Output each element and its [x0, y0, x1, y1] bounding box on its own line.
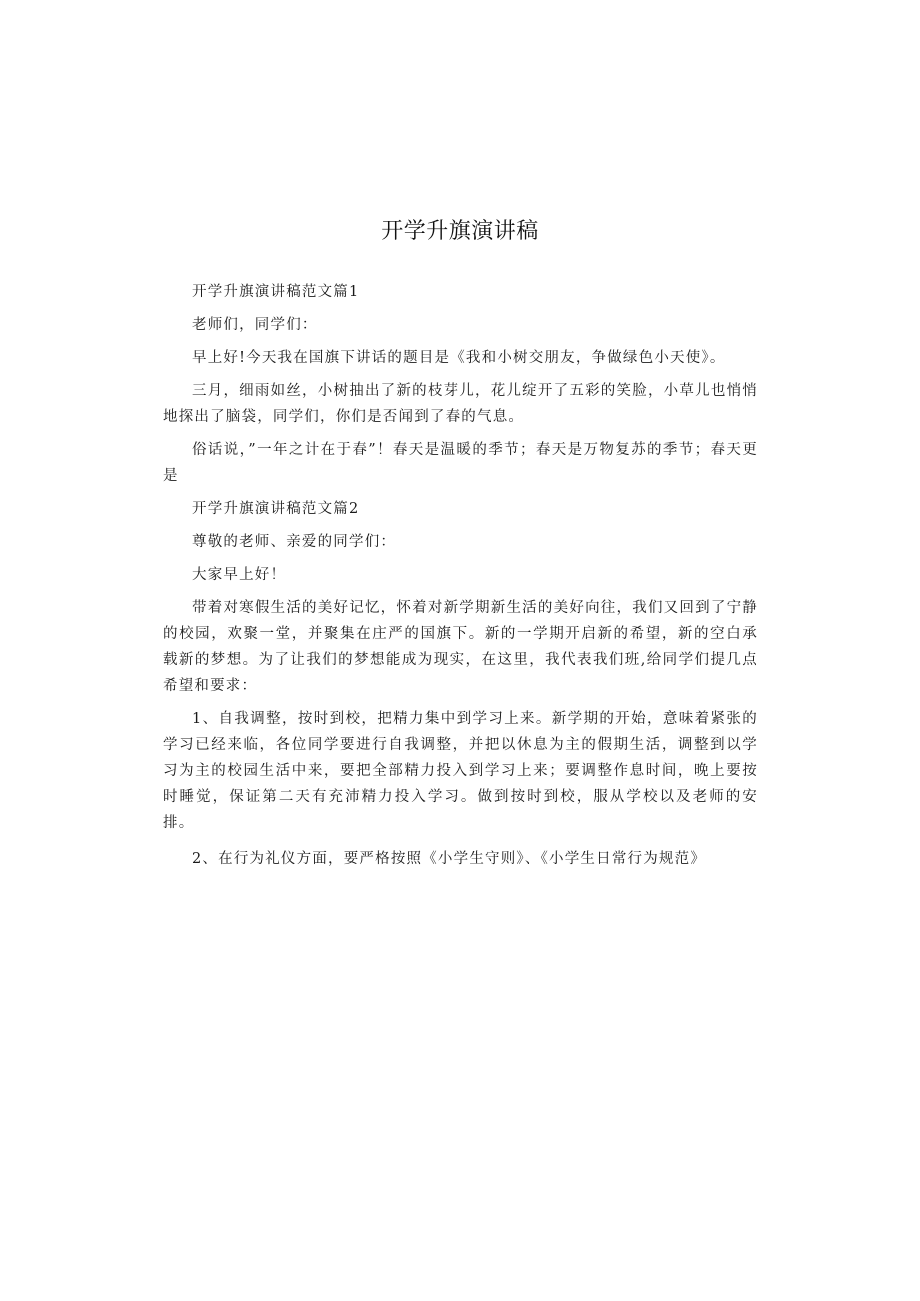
- paragraph-proverb: 俗话说，”一年之计在于春”！春天是温暖的季节；春天是万物复苏的季节；春天更是: [163, 442, 758, 484]
- paragraph-greeting-2: 大家早上好！: [192, 567, 287, 583]
- paragraph-greeting-1: 早上好!今天我在国旗下讲话的题目是《我和小树交朋友，争做绿色小天使》。: [192, 350, 726, 366]
- section-heading-2: 开学升旗演讲稿范文篇2: [192, 501, 360, 517]
- document-title: 开学升旗演讲稿: [381, 219, 539, 244]
- paragraph-salutation-1: 老师们，同学们：: [192, 317, 318, 333]
- paragraph-point-1: 1、自我调整，按时到校，把精力集中到学习上来。新学期的开始，意味着紧张的学习已经来临，各位同学要进行自我调整，并把以休息为主的假期生活，调整到以学习为主的校园生活中来，要把全部精力投入到学习上来；要调整作息时间，晚上要按时睡觉，保证第二天有充沛精力投入学习。做到按时到校，服从学校以及老师的安排。: [163, 711, 758, 831]
- paragraph-intro: 带着对寒假生活的美好记忆，怀着对新学期新生活的美好向往，我们又回到了宁静的校园，欢聚一堂，并聚集在庄严的国旗下。新的一学期开启新的希望，新的空白承载新的梦想。为了让我们的梦想能成为现实，在这里，我代表我们班,给同学们提几点希望和要求：: [163, 600, 758, 694]
- paragraph-spring: 三月，细雨如丝，小树抽出了新的枝芽儿，花儿绽开了五彩的笑脸，小草儿也悄悄地探出了脑袋，同学们，你们是否闻到了春的气息。: [163, 383, 758, 425]
- document-body: [163, 279, 758, 879]
- paragraph-salutation-2: 尊敬的老师、亲爱的同学们：: [192, 534, 397, 550]
- section-heading-1: 开学升旗演讲稿范文篇1: [192, 284, 360, 300]
- paragraph-point-2: 2、在行为礼仪方面，要严格按照《小学生守则》、《小学生日常行为规范》: [192, 851, 707, 867]
